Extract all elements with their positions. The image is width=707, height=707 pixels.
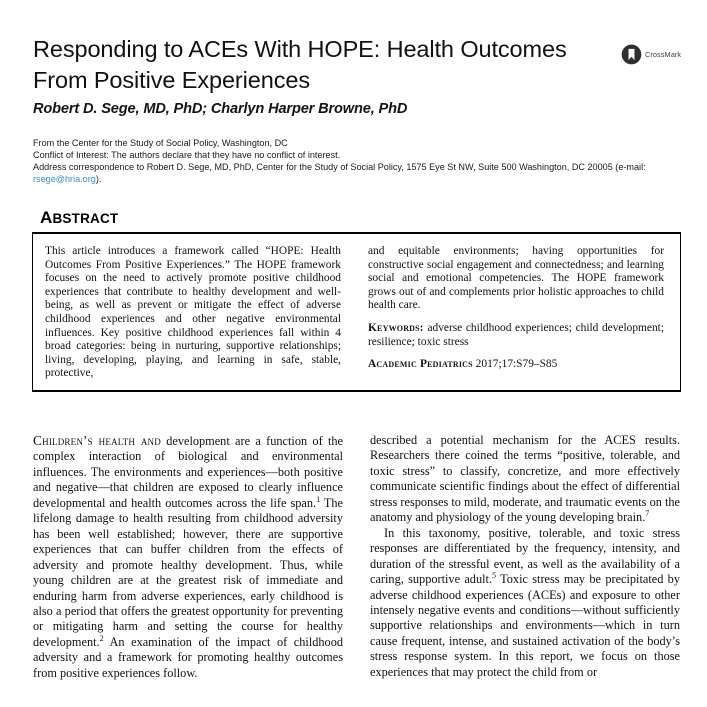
body-text-e: In this taxonomy, positive, tolerable, and toxic stress responses are differentiated by the frequency, intensity, and duration of the stressful event, as well as the availability of a caring, supportive adult. — [370, 525, 680, 587]
correspondence-text-pre: Address correspondence to Robert D. Sege, MD, PhD, Center for the Study of Social Policy, 1575 Eye St NW, Suite 500 Washington, DC 20005 (e-mail: — [33, 162, 646, 173]
crossmark-icon — [621, 44, 642, 65]
body-text-f: Toxic stress may be precipitated by adverse childhood experiences (ACEs) and exposure to other intensely negative events and conditions—without sufficiently supportive relationships and environments—which in turn cause frequent, intense, and sustained activation of the body’s stress response system. In this report, we focus on those experiences that may protect the child from or — [370, 572, 680, 679]
abstract-text-part2: and equitable environments; having opportunities for constructive social engagement and connectedness; and learning social and emotional competencies. The HOPE framework grows out of and complements prior holistic approaches to child health care. — [368, 245, 664, 312]
email-link[interactable]: rsege@hria.org — [33, 174, 96, 185]
author-list: Robert D. Sege, MD, PhD; Charlyn Harper Browne, PhD — [33, 101, 408, 117]
body-column-right — [370, 433, 680, 681]
abstract-heading-cap: A — [40, 208, 53, 227]
abstract-text-part1: This article introduces a framework called “HOPE: Health Outcomes From Positive Experiences.” The HOPE framework focuses on the need to actively promote positive childhood experiences that contribute to healthy development and well-being, as well as prevent or mitigate the effect of adverse childhood experiences and other negative environmental influences. Key positive childhood experiences fall within 4 broad categories: being in nurturing, supportive relationships; living, developing, playing, and learning in safe, stable, protective, — [45, 245, 341, 380]
keywords-value: adverse childhood experiences; child development; resilience; toxic stress — [368, 321, 664, 348]
citation-ref-5[interactable]: 5 — [492, 570, 497, 580]
opening-smallcaps: Children’s health and — [33, 433, 161, 448]
journal-name: Academic Pediatrics — [368, 358, 473, 371]
body-paragraph-taxonomy — [370, 526, 680, 681]
abstract-column-right — [368, 245, 664, 381]
citation-ref-2[interactable]: 2 — [99, 633, 104, 643]
affiliation-block — [33, 137, 673, 185]
body-text-b: The lifelong damage to health resulting from childhood adversity has been well established; however, there are supportive experiences that can buffer children from the effects of adversity and promote healthy development. Thus, while young children are at the greatest risk of immediate and enduring harm from adverse experiences, early childhood is also a period that offers the greatest opportunity for preventing or mitigating harm and setting the course for healthy development. — [33, 495, 343, 649]
correspondence-line — [33, 161, 673, 185]
keywords-line — [368, 322, 664, 349]
conflict-of-interest-line: Conflict of Interest: The authors declare that they have no conflict of interest. — [33, 150, 341, 161]
body-text-a: development are a function of the complex interaction of biological and environmental influences. The environments and experiences—both positive and negative—that children are exposed to clearly influence developmental and health outcomes across the life span. — [33, 434, 343, 510]
abstract-heading-rest: BSTRACT — [52, 211, 119, 226]
page-title: Responding to ACEs With HOPE: Health Outcomes From Positive Experiences — [33, 36, 567, 93]
abstract-columns — [45, 245, 667, 381]
crossmark-badge[interactable] — [621, 44, 681, 65]
body-columns — [33, 433, 681, 681]
body-paragraph-continued — [370, 433, 680, 526]
correspondence-text-post: ). — [95, 174, 102, 185]
crossmark-label: CrossMark — [645, 50, 682, 59]
citation-ref-7[interactable]: 7 — [645, 509, 650, 519]
body-text-d: described a potential mechanism for the ACES results. Researchers there coined the terms “positive, tolerable, and toxic stress” to classify, concretize, and more effectively communicate scientific findings about the effect of differential stress responses to mild, moderate, and traumatic events on the anatomy and physiology of the young developing brain. — [370, 433, 680, 525]
citation-ref-1[interactable]: 1 — [316, 494, 321, 504]
abstract-heading — [40, 208, 118, 228]
affiliation-line: From the Center for the Study of Social Policy, Washington, DC — [33, 138, 288, 148]
body-text-c: An examination of the impact of childhood adversity and a framework for promoting healthy outcomes from positive experiences follow. — [33, 634, 343, 680]
body-paragraph-intro — [33, 433, 343, 681]
journal-citation-line — [368, 358, 664, 372]
body-column-left — [33, 433, 343, 681]
abstract-column-left — [45, 245, 341, 381]
title-block — [33, 34, 608, 117]
abstract-box — [32, 232, 681, 392]
keywords-label: Keywords: — [368, 321, 424, 334]
journal-citation: 2017;17:S79–S85 — [475, 358, 558, 371]
